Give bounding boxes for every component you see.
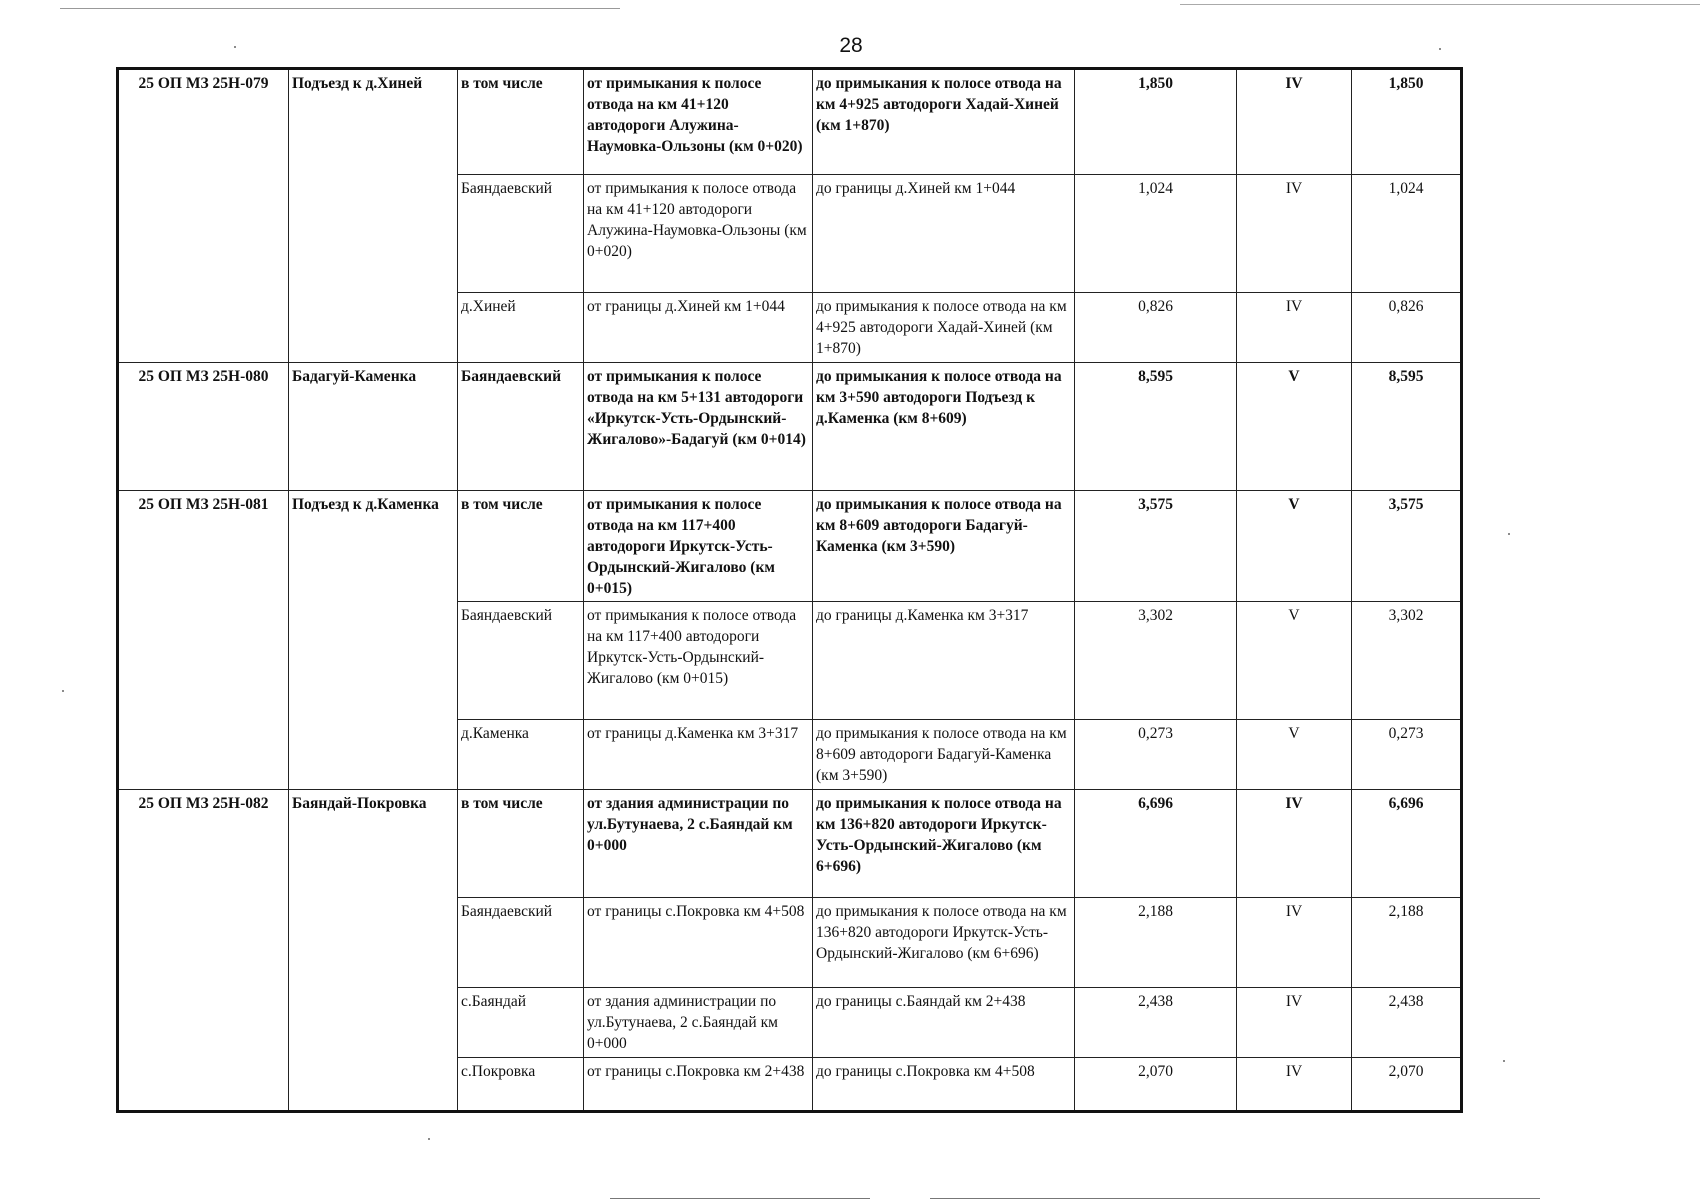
category-cell: IV bbox=[1237, 69, 1352, 175]
length-total-cell: 2,070 bbox=[1352, 1058, 1462, 1112]
road-code-cell: 25 ОП МЗ 25Н-080 bbox=[118, 363, 289, 491]
location-cell: с.Покровка bbox=[458, 1058, 584, 1112]
length-cell: 3,302 bbox=[1075, 602, 1237, 720]
length-cell: 0,826 bbox=[1075, 293, 1237, 363]
to-cell: до примыкания к полосе отвода на км 8+609 автодороги Бадагуй-Каменка (км 3+590) bbox=[813, 720, 1075, 790]
scan-artifact bbox=[428, 1138, 430, 1140]
to-cell: до примыкания к полосе отвода на км 4+925 автодороги Хадай-Хиней (км 1+870) bbox=[813, 69, 1075, 175]
to-cell: до примыкания к полосе отвода на км 3+590 автодороги Подъезд к д.Каменка (км 8+609) bbox=[813, 363, 1075, 491]
length-total-cell: 8,595 bbox=[1352, 363, 1462, 491]
table-row bbox=[118, 491, 1462, 602]
from-cell: от границы с.Покровка км 4+508 bbox=[584, 898, 813, 988]
from-cell: от примыкания к полосе отвода на км 41+120 автодороги Алужина-Наумовка-Ользоны (км 0+020) bbox=[584, 69, 813, 175]
length-cell: 0,273 bbox=[1075, 720, 1237, 790]
category-cell: V bbox=[1237, 491, 1352, 602]
category-cell: IV bbox=[1237, 790, 1352, 898]
length-cell: 6,696 bbox=[1075, 790, 1237, 898]
category-cell: IV bbox=[1237, 898, 1352, 988]
from-cell: от границы д.Каменка км 3+317 bbox=[584, 720, 813, 790]
to-cell: до примыкания к полосе отвода на км 4+925 автодороги Хадай-Хиней (км 1+870) bbox=[813, 293, 1075, 363]
location-cell: в том числе bbox=[458, 790, 584, 898]
category-cell: IV bbox=[1237, 988, 1352, 1058]
location-cell: Баяндаевский bbox=[458, 602, 584, 720]
to-cell: до границы с.Покровка км 4+508 bbox=[813, 1058, 1075, 1112]
road-code-cell: 25 ОП МЗ 25Н-079 bbox=[118, 69, 289, 363]
location-cell: Баяндаевский bbox=[458, 175, 584, 293]
scan-artifact bbox=[60, 8, 620, 9]
length-total-cell: 0,273 bbox=[1352, 720, 1462, 790]
from-cell: от границы д.Хиней км 1+044 bbox=[584, 293, 813, 363]
from-cell: от границы с.Покровка км 2+438 bbox=[584, 1058, 813, 1112]
road-code-cell: 25 ОП МЗ 25Н-082 bbox=[118, 790, 289, 1112]
length-total-cell: 1,850 bbox=[1352, 69, 1462, 175]
length-total-cell: 3,302 bbox=[1352, 602, 1462, 720]
location-cell: Баяндаевский bbox=[458, 898, 584, 988]
length-cell: 2,188 bbox=[1075, 898, 1237, 988]
length-total-cell: 0,826 bbox=[1352, 293, 1462, 363]
length-total-cell: 1,024 bbox=[1352, 175, 1462, 293]
from-cell: от примыкания к полосе отвода на км 117+400 автодороги Иркутск-Усть-Ордынский-Жигалово (км 0+015) bbox=[584, 491, 813, 602]
length-total-cell: 6,696 bbox=[1352, 790, 1462, 898]
table-row bbox=[118, 69, 1462, 175]
location-cell: в том числе bbox=[458, 69, 584, 175]
location-cell: д.Каменка bbox=[458, 720, 584, 790]
length-cell: 1,024 bbox=[1075, 175, 1237, 293]
from-cell: от примыкания к полосе отвода на км 41+120 автодороги Алужина-Наумовка-Ользоны (км 0+020) bbox=[584, 175, 813, 293]
table-row bbox=[118, 790, 1462, 898]
scan-artifact bbox=[930, 1198, 1540, 1199]
road-name-cell: Подъезд к д.Хиней bbox=[289, 69, 458, 363]
from-cell: от примыкания к полосе отвода на км 5+131 автодороги «Иркутск-Усть-Ордынский-Жигалово»-Бадагуй (км 0+014) bbox=[584, 363, 813, 491]
category-cell: V bbox=[1237, 602, 1352, 720]
table-row bbox=[118, 363, 1462, 491]
to-cell: до примыкания к полосе отвода на км 136+820 автодороги Иркутск-Усть-Ордынский-Жигалово (км 6+696) bbox=[813, 790, 1075, 898]
scan-artifact bbox=[62, 690, 64, 692]
length-total-cell: 2,188 bbox=[1352, 898, 1462, 988]
length-cell: 3,575 bbox=[1075, 491, 1237, 602]
category-cell: IV bbox=[1237, 175, 1352, 293]
from-cell: от здания администрации по ул.Бутунаева, 2 с.Баяндай км 0+000 bbox=[584, 988, 813, 1058]
location-cell: с.Баяндай bbox=[458, 988, 584, 1058]
scan-artifact bbox=[234, 46, 236, 48]
scan-artifact bbox=[1503, 1060, 1505, 1062]
to-cell: до границы д.Хиней км 1+044 bbox=[813, 175, 1075, 293]
road-code-cell: 25 ОП МЗ 25Н-081 bbox=[118, 491, 289, 790]
to-cell: до границы д.Каменка км 3+317 bbox=[813, 602, 1075, 720]
to-cell: до примыкания к полосе отвода на км 8+609 автодороги Бадагуй-Каменка (км 3+590) bbox=[813, 491, 1075, 602]
length-total-cell: 3,575 bbox=[1352, 491, 1462, 602]
category-cell: IV bbox=[1237, 1058, 1352, 1112]
length-total-cell: 2,438 bbox=[1352, 988, 1462, 1058]
to-cell: до границы с.Баяндай км 2+438 bbox=[813, 988, 1075, 1058]
scan-artifact bbox=[1508, 533, 1510, 535]
length-cell: 1,850 bbox=[1075, 69, 1237, 175]
road-name-cell: Подъезд к д.Каменка bbox=[289, 491, 458, 790]
to-cell: до примыкания к полосе отвода на км 136+820 автодороги Иркутск-Усть-Ордынский-Жигалово (км 6+696) bbox=[813, 898, 1075, 988]
roads-table bbox=[116, 67, 1463, 1113]
category-cell: V bbox=[1237, 363, 1352, 491]
road-name-cell: Баяндай-Покровка bbox=[289, 790, 458, 1112]
category-cell: IV bbox=[1237, 293, 1352, 363]
from-cell: от здания администрации по ул.Бутунаева, 2 с.Баяндай км 0+000 bbox=[584, 790, 813, 898]
length-cell: 2,070 bbox=[1075, 1058, 1237, 1112]
page-number: 28 bbox=[839, 34, 863, 57]
location-cell: в том числе bbox=[458, 491, 584, 602]
location-cell: д.Хиней bbox=[458, 293, 584, 363]
location-cell: Баяндаевский bbox=[458, 363, 584, 491]
scan-artifact bbox=[1180, 4, 1700, 5]
road-name-cell: Бадагуй-Каменка bbox=[289, 363, 458, 491]
length-cell: 8,595 bbox=[1075, 363, 1237, 491]
from-cell: от примыкания к полосе отвода на км 117+400 автодороги Иркутск-Усть-Ордынский-Жигалово (км 0+015) bbox=[584, 602, 813, 720]
scan-artifact bbox=[610, 1198, 870, 1199]
category-cell: V bbox=[1237, 720, 1352, 790]
length-cell: 2,438 bbox=[1075, 988, 1237, 1058]
scan-artifact bbox=[1439, 48, 1441, 50]
